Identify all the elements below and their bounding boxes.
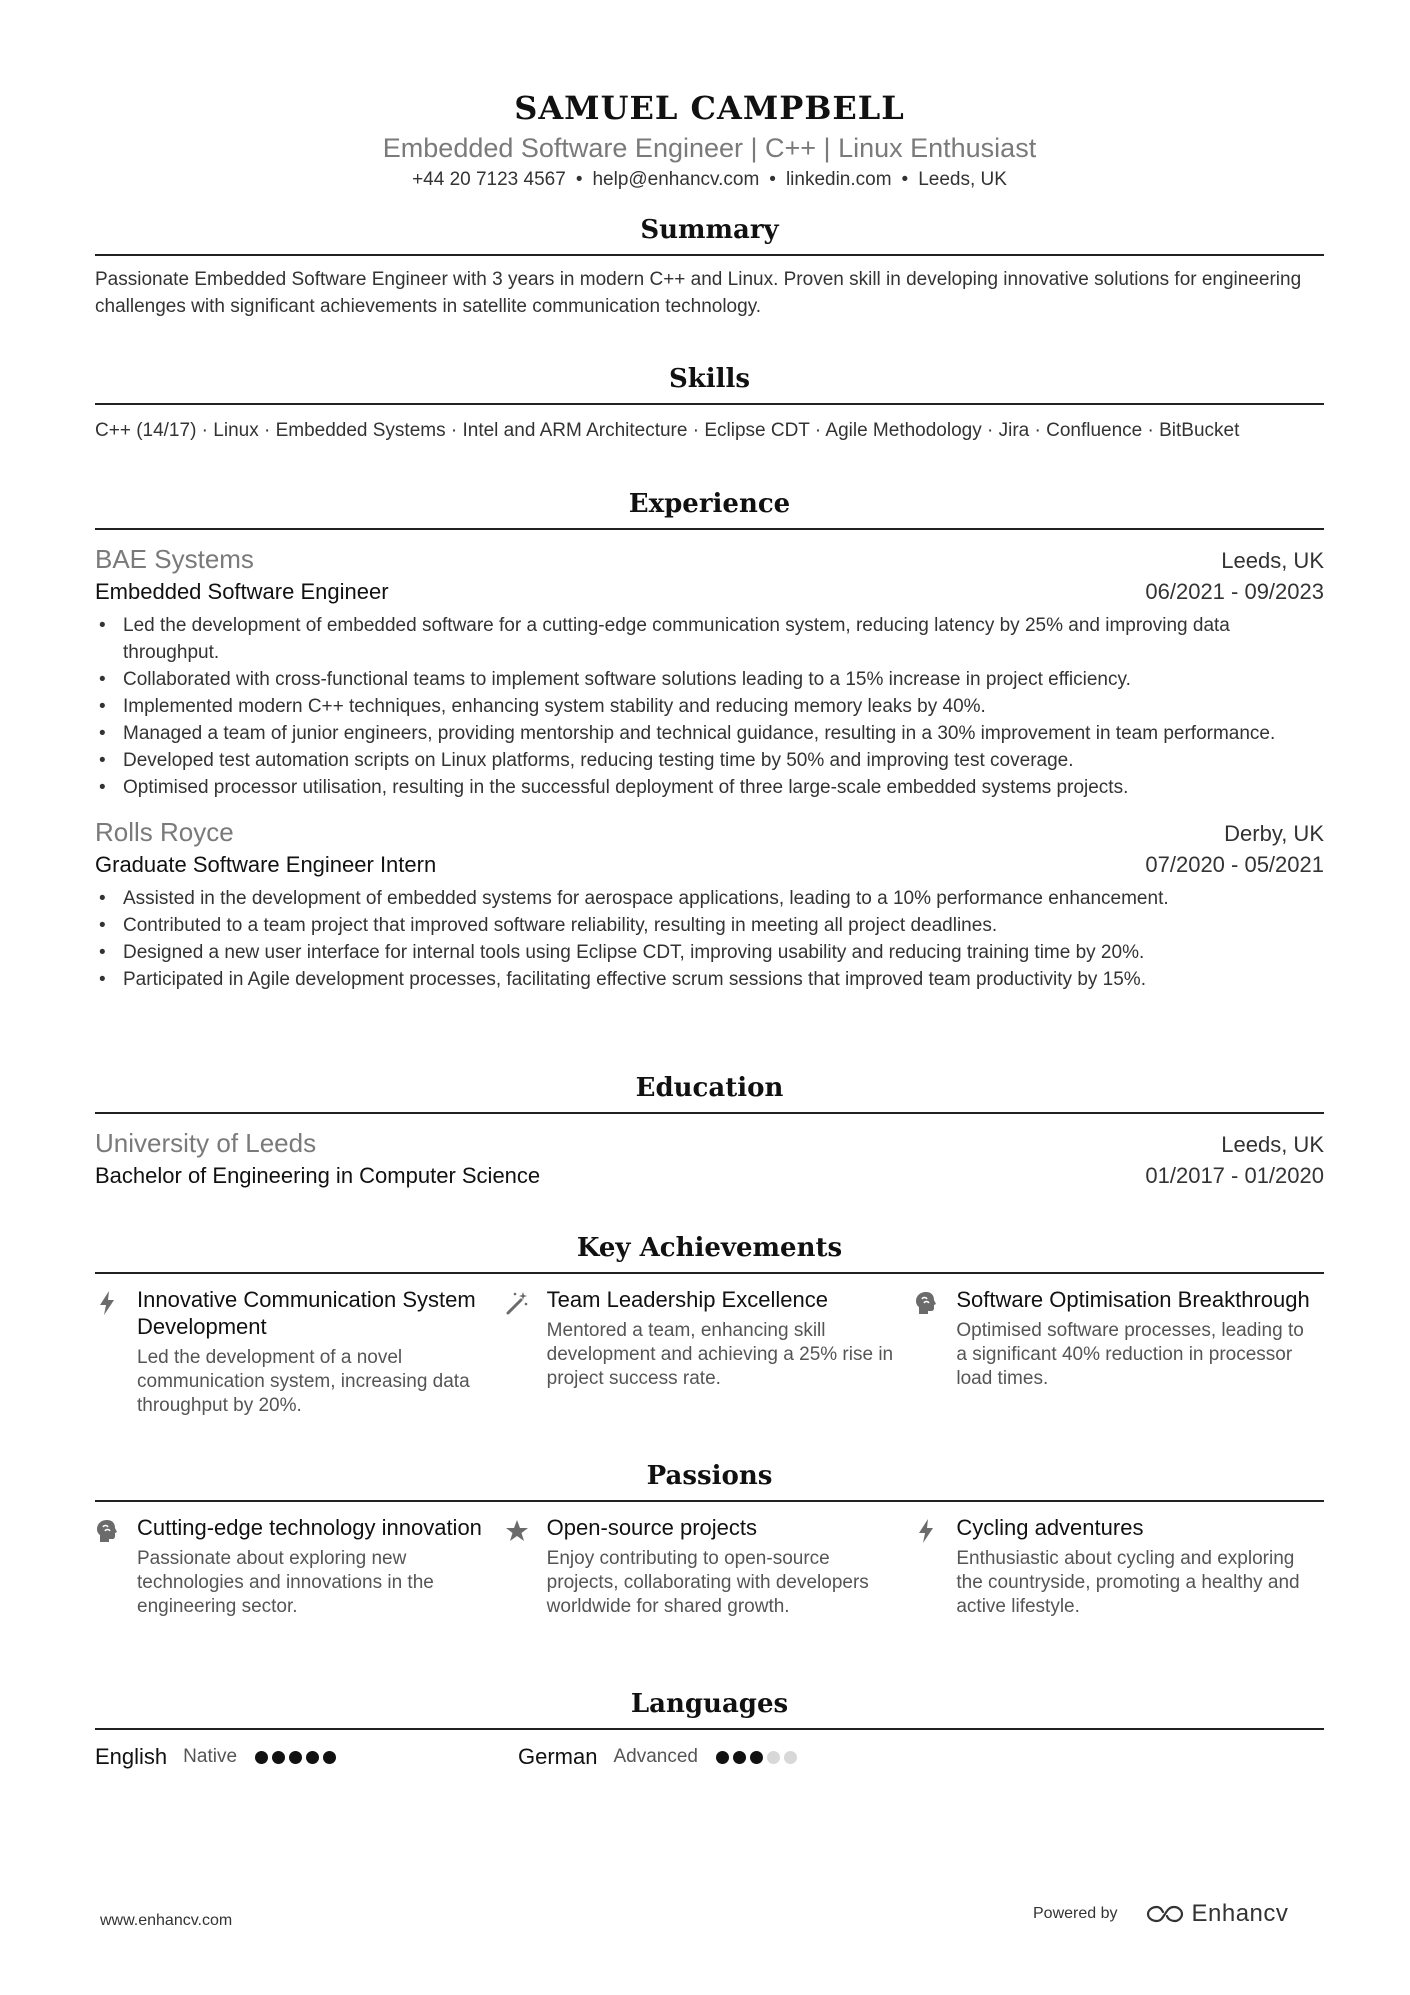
language-item <box>518 1744 941 1770</box>
experience-entry <box>95 542 1324 801</box>
achievement-description: Mentored a team, enhancing skill development and achieving a 25% rise in project success rate. <box>546 1320 894 1389</box>
passion-item <box>505 1514 915 1619</box>
language-level: Native <box>183 1746 238 1767</box>
star-icon <box>505 1514 547 1619</box>
rating-dot-filled <box>272 1751 285 1764</box>
passions-section <box>95 1458 1324 1619</box>
linkedin-link[interactable]: linkedin.com <box>785 169 892 190</box>
skills-section <box>95 361 1324 444</box>
language-item <box>95 1744 518 1770</box>
achievement-title: Innovative Communication System Development <box>137 1287 476 1339</box>
rating-dot-empty <box>784 1751 797 1764</box>
achievement-item <box>95 1286 505 1418</box>
school-name: University of Leeds <box>95 1128 317 1158</box>
brain-head-icon <box>95 1514 137 1619</box>
section-title-languages: Languages <box>95 1686 1324 1730</box>
passion-item <box>95 1514 505 1619</box>
achievement-title: Software Optimisation Breakthrough <box>956 1287 1310 1312</box>
passion-description: Passionate about exploring new technologies and innovations in the engineering sector. <box>137 1548 434 1617</box>
section-title-experience: Experience <box>95 486 1324 530</box>
experience-section <box>95 486 1324 993</box>
passion-description: Enjoy contributing to open-source projects, collaborating with developers worldwide for shared growth. <box>546 1548 869 1617</box>
job-bullets <box>95 612 1324 801</box>
list-item: • Developed test automation scripts on Linux platforms, reducing testing time by 50% and improving test coverage. <box>95 747 1324 774</box>
rating-dot-filled <box>306 1751 319 1764</box>
list-item: • Led the development of embedded software for a cutting-edge communication system, reducing latency by 25% and improving data throughput. <box>95 612 1324 666</box>
skills-list: C++ (14/17) · Linux · Embedded Systems · Intel and ARM Architecture · Eclipse CDT · Agile Methodology · Jira · Confluence · BitBucket <box>95 420 1240 441</box>
passion-title: Cutting-edge technology innovation <box>137 1515 482 1540</box>
list-item: • Assisted in the development of embedded systems for aerospace applications, leading to a 10% performance enhancement. <box>95 885 1324 912</box>
job-dates: 07/2020 - 05/2021 <box>1145 852 1324 877</box>
list-item: • Implemented modern C++ techniques, enhancing system stability and reducing memory leaks by 40%. <box>95 693 1324 720</box>
summary-section <box>95 212 1324 320</box>
job-title: Graduate Software Engineer Intern <box>95 852 437 877</box>
achievement-description: Led the development of a novel communication system, increasing data throughput by 20%. <box>137 1347 470 1416</box>
achievement-description: Optimised software processes, leading to a significant 40% reduction in processor load times. <box>956 1320 1304 1389</box>
footer-website[interactable]: www.enhancv.com <box>100 1912 233 1929</box>
magic-wand-icon <box>505 1286 547 1418</box>
list-item: • Designed a new user interface for internal tools using Eclipse CDT, improving usability and reducing training time by 20%. <box>95 939 1324 966</box>
powered-by-label: Powered by <box>1033 1905 1118 1922</box>
experience-entry <box>95 815 1324 993</box>
resume-page <box>95 0 1324 1769</box>
language-name: English <box>95 1744 168 1769</box>
language-rating <box>716 1751 801 1764</box>
lightning-icon <box>95 1286 137 1418</box>
achievement-item <box>914 1286 1324 1418</box>
rating-dot-filled <box>323 1751 336 1764</box>
language-level: Advanced <box>613 1746 698 1767</box>
achievement-item <box>505 1286 915 1418</box>
bullet-separator: • <box>769 169 776 190</box>
bullet-separator: • <box>901 169 909 190</box>
contact-line <box>95 167 1324 193</box>
passion-item <box>914 1514 1324 1619</box>
rating-dot-filled <box>733 1751 746 1764</box>
passion-description: Enthusiastic about cycling and exploring the countryside, promoting a healthy and active lifestyle. <box>956 1548 1300 1617</box>
section-title-achievements: Key Achievements <box>95 1230 1324 1274</box>
passion-title: Open-source projects <box>546 1515 757 1540</box>
lightning-icon <box>914 1514 956 1619</box>
email-link[interactable]: help@enhancv.com <box>592 169 760 190</box>
language-rating <box>255 1751 340 1764</box>
resume-header <box>95 0 1324 193</box>
list-item: • Contributed to a team project that improved software reliability, resulting in meeting all project deadlines. <box>95 912 1324 939</box>
rating-dot-filled <box>255 1751 268 1764</box>
list-item: • Participated in Agile development processes, facilitating effective scrum sessions that improved team productivity by 15%. <box>95 966 1324 993</box>
job-bullets <box>95 885 1324 993</box>
job-dates: 06/2021 - 09/2023 <box>1145 579 1324 604</box>
company-name: BAE Systems <box>95 544 254 574</box>
school-location: Leeds, UK <box>1221 1132 1324 1157</box>
section-title-summary: Summary <box>95 212 1324 256</box>
education-section <box>95 1070 1324 1192</box>
passion-title: Cycling adventures <box>956 1515 1144 1540</box>
job-location: Derby, UK <box>1224 821 1324 846</box>
section-title-skills: Skills <box>95 361 1324 405</box>
brain-head-icon <box>914 1286 956 1418</box>
rating-dot-empty <box>767 1751 780 1764</box>
language-name: German <box>518 1744 598 1769</box>
list-item: • Collaborated with cross-functional teams to implement software solutions leading to a 15% increase in project efficiency. <box>95 666 1324 693</box>
rating-dot-filled <box>750 1751 763 1764</box>
rating-dot-filled <box>716 1751 729 1764</box>
section-title-passions: Passions <box>95 1458 1324 1502</box>
job-location: Leeds, UK <box>1221 548 1324 573</box>
achievements-section <box>95 1230 1324 1418</box>
job-title: Embedded Software Engineer <box>95 579 389 604</box>
enhancv-logo-icon <box>1146 1903 1184 1925</box>
candidate-tagline: Embedded Software Engineer | C++ | Linux Enthusiast <box>382 133 1037 163</box>
list-item: • Managed a team of junior engineers, providing mentorship and technical guidance, resulting in a 30% improvement in team performance. <box>95 720 1324 747</box>
languages-section <box>95 1686 1324 1770</box>
company-name: Rolls Royce <box>95 817 234 847</box>
candidate-name: SAMUEL CAMPBELL <box>514 89 905 127</box>
degree-name: Bachelor of Engineering in Computer Science <box>95 1163 541 1188</box>
list-item: • Optimised processor utilisation, resulting in the successful deployment of three large-scale embedded systems projects. <box>95 774 1324 801</box>
footer-branding <box>1033 1900 1288 1928</box>
achievement-title: Team Leadership Excellence <box>546 1287 828 1312</box>
location-text: Leeds, UK <box>918 169 1007 190</box>
section-title-education: Education <box>95 1070 1324 1114</box>
enhancv-brand: Enhancv <box>1191 1900 1289 1927</box>
education-entry <box>95 1126 1324 1192</box>
rating-dot-filled <box>289 1751 302 1764</box>
education-dates: 01/2017 - 01/2020 <box>1145 1163 1324 1188</box>
bullet-separator: • <box>575 169 583 190</box>
phone-number: +44 20 7123 4567 <box>412 169 566 190</box>
summary-text: Passionate Embedded Software Engineer with 3 years in modern C++ and Linux. Proven skill in developing innovative solutions for engineering challenges with significant achievements in satellite communication technology. <box>95 269 1302 317</box>
